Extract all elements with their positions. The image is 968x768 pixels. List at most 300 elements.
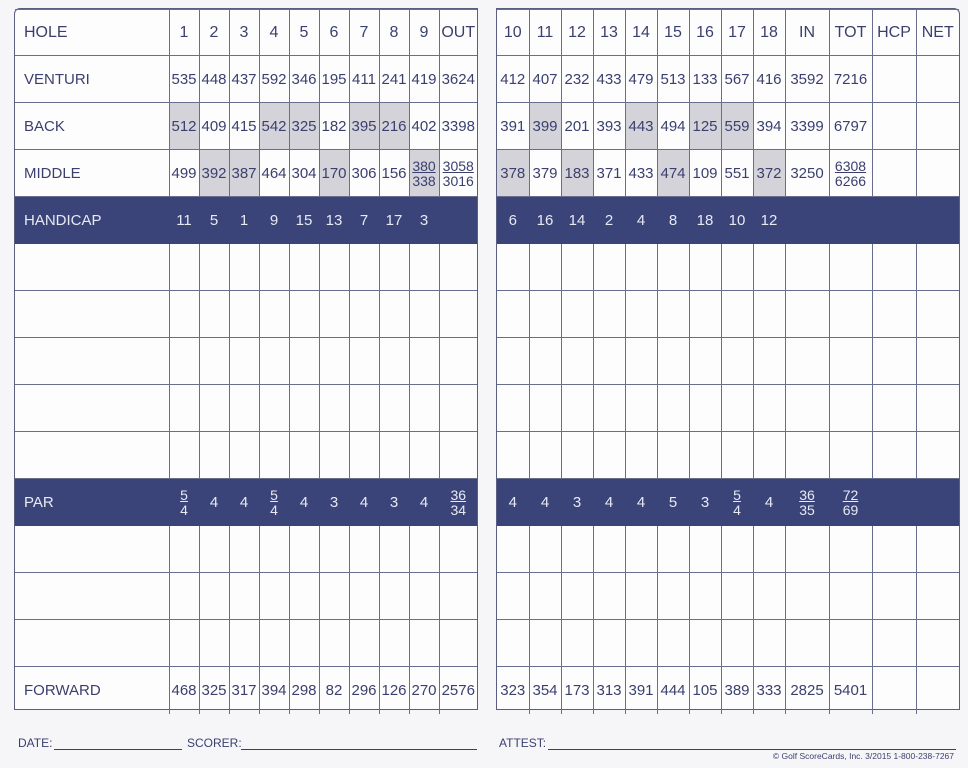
score-cell[interactable]	[753, 385, 785, 432]
row-label: HANDICAP	[15, 197, 169, 244]
score-cell[interactable]	[872, 56, 916, 103]
score-cell[interactable]	[785, 620, 829, 667]
score-cell[interactable]	[753, 338, 785, 385]
value-cell: 2	[593, 197, 625, 244]
score-cell[interactable]	[916, 385, 959, 432]
score-cell[interactable]	[872, 573, 916, 620]
copyright-text: © Golf ScoreCards, Inc. 3/2015 1-800-238-7267	[772, 751, 954, 761]
value-cell: 241	[379, 56, 409, 103]
score-cell[interactable]	[625, 620, 657, 667]
score-cell[interactable]	[409, 620, 439, 667]
score-cell[interactable]	[229, 291, 259, 338]
value-cell: 15	[289, 197, 319, 244]
score-cell[interactable]	[916, 432, 959, 479]
value-cell	[785, 479, 829, 526]
score-cell[interactable]	[657, 338, 689, 385]
score-cell[interactable]	[916, 620, 959, 667]
score-cell[interactable]	[872, 291, 916, 338]
value-cell: 156	[379, 150, 409, 197]
score-cell[interactable]	[289, 244, 319, 291]
score-cell[interactable]	[561, 573, 593, 620]
score-cell[interactable]	[259, 620, 289, 667]
score-cell[interactable]	[916, 56, 959, 103]
score-cell[interactable]	[721, 385, 753, 432]
score-cell[interactable]	[409, 291, 439, 338]
value-cell: 464	[259, 150, 289, 197]
value-cell: 125	[689, 103, 721, 150]
score-cell[interactable]	[229, 620, 259, 667]
score-cell[interactable]	[229, 526, 259, 573]
score-cell[interactable]	[593, 432, 625, 479]
value-cell: 3398	[439, 103, 477, 150]
score-entry-row	[15, 620, 477, 667]
value-cell	[916, 197, 959, 244]
score-cell[interactable]	[379, 432, 409, 479]
score-cell[interactable]	[753, 620, 785, 667]
score-cell[interactable]	[439, 338, 477, 385]
value-cell: 4	[409, 479, 439, 526]
score-cell[interactable]	[785, 432, 829, 479]
value-cell: 394	[259, 667, 289, 714]
score-cell[interactable]	[657, 432, 689, 479]
score-cell[interactable]	[169, 526, 199, 573]
value-cell: 3	[409, 197, 439, 244]
fraction-top: 3058	[442, 157, 474, 174]
score-cell[interactable]	[872, 432, 916, 479]
score-cell[interactable]	[689, 526, 721, 573]
score-cell[interactable]	[785, 526, 829, 573]
hole-number: 14	[625, 10, 657, 56]
fraction-top: 72	[842, 486, 859, 503]
score-cell[interactable]	[169, 620, 199, 667]
player-name-cell[interactable]	[15, 620, 169, 667]
hole-number: 15	[657, 10, 689, 56]
fraction-bottom: 35	[799, 501, 815, 518]
score-cell[interactable]	[169, 432, 199, 479]
value-cell: 298	[289, 667, 319, 714]
score-cell[interactable]	[721, 244, 753, 291]
venturi-row	[15, 56, 477, 103]
score-entry-row	[497, 244, 959, 291]
score-cell[interactable]	[409, 526, 439, 573]
score-cell[interactable]	[829, 291, 872, 338]
score-cell[interactable]	[689, 385, 721, 432]
fraction-bottom: 34	[450, 501, 467, 518]
hole-number: 6	[319, 10, 349, 56]
score-cell[interactable]	[409, 385, 439, 432]
fraction-value	[412, 159, 435, 189]
score-cell[interactable]	[439, 620, 477, 667]
score-cell[interactable]	[593, 338, 625, 385]
score-cell[interactable]	[349, 291, 379, 338]
score-cell[interactable]	[199, 338, 229, 385]
player-name-cell[interactable]	[15, 291, 169, 338]
value-cell	[439, 479, 477, 526]
value-cell: 444	[657, 667, 689, 714]
score-cell[interactable]	[916, 573, 959, 620]
score-cell[interactable]	[829, 573, 872, 620]
score-cell[interactable]	[529, 526, 561, 573]
score-cell[interactable]	[872, 103, 916, 150]
score-cell[interactable]	[872, 244, 916, 291]
score-cell[interactable]	[829, 244, 872, 291]
score-cell[interactable]	[529, 338, 561, 385]
score-cell[interactable]	[753, 432, 785, 479]
score-cell[interactable]	[199, 244, 229, 291]
score-cell[interactable]	[379, 526, 409, 573]
score-cell[interactable]	[561, 338, 593, 385]
value-cell	[785, 197, 829, 244]
score-cell[interactable]	[657, 291, 689, 338]
score-cell[interactable]	[689, 432, 721, 479]
score-cell[interactable]	[229, 385, 259, 432]
value-cell	[259, 479, 289, 526]
value-cell: 3250	[785, 150, 829, 197]
score-cell[interactable]	[529, 432, 561, 479]
score-cell[interactable]	[409, 338, 439, 385]
value-cell: 126	[379, 667, 409, 714]
score-cell[interactable]	[829, 620, 872, 667]
player-name-cell[interactable]	[15, 338, 169, 385]
value-cell: 419	[409, 56, 439, 103]
hole-number: 2	[199, 10, 229, 56]
fraction-bottom: 4	[180, 501, 188, 518]
score-cell[interactable]	[785, 385, 829, 432]
hole-number: 10	[497, 10, 529, 56]
score-cell[interactable]	[916, 244, 959, 291]
fraction-top: 6308	[834, 157, 867, 174]
score-cell[interactable]	[785, 573, 829, 620]
score-cell[interactable]	[916, 291, 959, 338]
score-cell[interactable]	[439, 385, 477, 432]
score-cell[interactable]	[593, 573, 625, 620]
score-cell[interactable]	[529, 573, 561, 620]
value-cell: 379	[529, 150, 561, 197]
score-cell[interactable]	[593, 244, 625, 291]
score-cell[interactable]	[593, 385, 625, 432]
score-cell[interactable]	[439, 573, 477, 620]
score-cell[interactable]	[379, 385, 409, 432]
front-nine-panel	[14, 8, 478, 710]
score-cell[interactable]	[259, 432, 289, 479]
score-cell[interactable]	[319, 573, 349, 620]
score-cell[interactable]	[229, 573, 259, 620]
score-cell[interactable]	[872, 620, 916, 667]
front-nine-table	[15, 9, 477, 714]
score-cell[interactable]	[199, 620, 229, 667]
score-cell[interactable]	[349, 385, 379, 432]
attest-field[interactable]	[548, 749, 956, 750]
header-row	[497, 10, 959, 56]
score-cell[interactable]	[529, 385, 561, 432]
score-cell[interactable]	[829, 385, 872, 432]
score-cell[interactable]	[349, 432, 379, 479]
score-cell[interactable]	[785, 291, 829, 338]
score-cell[interactable]	[289, 385, 319, 432]
player-name-cell[interactable]	[15, 573, 169, 620]
score-cell[interactable]	[289, 620, 319, 667]
value-cell: 4	[199, 479, 229, 526]
score-cell[interactable]	[497, 338, 529, 385]
score-cell[interactable]	[625, 432, 657, 479]
score-cell[interactable]	[561, 526, 593, 573]
score-cell[interactable]	[199, 526, 229, 573]
score-cell[interactable]	[916, 667, 959, 714]
score-cell[interactable]	[289, 526, 319, 573]
value-cell: 512	[169, 103, 199, 150]
value-cell	[829, 479, 872, 526]
score-cell[interactable]	[657, 385, 689, 432]
value-cell: 443	[625, 103, 657, 150]
row-label: PAR	[15, 479, 169, 526]
score-entry-row	[15, 338, 477, 385]
hole-number: 13	[593, 10, 625, 56]
fraction-top: 36	[450, 486, 467, 503]
score-cell[interactable]	[625, 291, 657, 338]
score-cell[interactable]	[721, 338, 753, 385]
value-cell: 393	[593, 103, 625, 150]
score-cell[interactable]	[497, 385, 529, 432]
score-cell[interactable]	[289, 291, 319, 338]
forward-row	[15, 667, 477, 714]
score-cell[interactable]	[872, 150, 916, 197]
score-cell[interactable]	[497, 526, 529, 573]
score-cell[interactable]	[497, 432, 529, 479]
score-cell[interactable]	[497, 620, 529, 667]
score-cell[interactable]	[379, 244, 409, 291]
fraction-value	[799, 488, 815, 518]
score-cell[interactable]	[829, 338, 872, 385]
score-cell[interactable]	[561, 244, 593, 291]
value-cell: 371	[593, 150, 625, 197]
score-cell[interactable]	[349, 573, 379, 620]
score-cell[interactable]	[916, 150, 959, 197]
fraction-top: 5	[733, 486, 741, 503]
value-cell: 325	[289, 103, 319, 150]
score-cell[interactable]	[199, 432, 229, 479]
score-cell[interactable]	[439, 432, 477, 479]
date-field[interactable]	[54, 749, 182, 750]
score-cell[interactable]	[319, 620, 349, 667]
score-cell[interactable]	[625, 526, 657, 573]
score-cell[interactable]	[753, 526, 785, 573]
hole-number: 7	[349, 10, 379, 56]
score-cell[interactable]	[872, 667, 916, 714]
score-cell[interactable]	[689, 620, 721, 667]
score-cell[interactable]	[561, 291, 593, 338]
score-cell[interactable]	[753, 573, 785, 620]
score-cell[interactable]	[916, 526, 959, 573]
score-cell[interactable]	[169, 291, 199, 338]
score-cell[interactable]	[657, 244, 689, 291]
score-cell[interactable]	[721, 291, 753, 338]
value-cell: 183	[561, 150, 593, 197]
score-cell[interactable]	[785, 244, 829, 291]
score-cell[interactable]	[721, 620, 753, 667]
score-cell[interactable]	[259, 385, 289, 432]
score-cell[interactable]	[561, 620, 593, 667]
score-cell[interactable]	[872, 385, 916, 432]
value-cell: 468	[169, 667, 199, 714]
score-cell[interactable]	[259, 573, 289, 620]
score-cell[interactable]	[625, 573, 657, 620]
score-entry-row	[497, 338, 959, 385]
score-cell[interactable]	[439, 244, 477, 291]
score-cell[interactable]	[379, 338, 409, 385]
hole-number: 4	[259, 10, 289, 56]
score-cell[interactable]	[289, 573, 319, 620]
scorer-field[interactable]	[241, 749, 477, 750]
score-cell[interactable]	[259, 338, 289, 385]
player-name-cell[interactable]	[15, 385, 169, 432]
score-cell[interactable]	[409, 244, 439, 291]
score-cell[interactable]	[657, 620, 689, 667]
score-cell[interactable]	[379, 620, 409, 667]
value-cell: 4	[349, 479, 379, 526]
score-cell[interactable]	[689, 244, 721, 291]
score-cell[interactable]	[689, 291, 721, 338]
score-cell[interactable]	[753, 291, 785, 338]
score-cell[interactable]	[409, 432, 439, 479]
score-cell[interactable]	[169, 573, 199, 620]
score-cell[interactable]	[319, 432, 349, 479]
score-cell[interactable]	[593, 620, 625, 667]
score-cell[interactable]	[259, 244, 289, 291]
score-cell[interactable]	[289, 338, 319, 385]
value-cell: 3	[561, 479, 593, 526]
score-cell[interactable]	[561, 385, 593, 432]
score-cell[interactable]	[657, 573, 689, 620]
score-cell[interactable]	[439, 526, 477, 573]
score-cell[interactable]	[259, 526, 289, 573]
value-cell: 2576	[439, 667, 477, 714]
score-cell[interactable]	[625, 244, 657, 291]
value-cell: 378	[497, 150, 529, 197]
value-cell: 5401	[829, 667, 872, 714]
value-cell: 499	[169, 150, 199, 197]
value-cell: 4	[289, 479, 319, 526]
score-cell[interactable]	[319, 338, 349, 385]
score-cell[interactable]	[349, 244, 379, 291]
score-cell[interactable]	[379, 291, 409, 338]
score-cell[interactable]	[916, 338, 959, 385]
player-name-cell[interactable]	[15, 432, 169, 479]
score-cell[interactable]	[259, 291, 289, 338]
score-entry-row	[15, 291, 477, 338]
score-cell[interactable]	[169, 338, 199, 385]
score-cell[interactable]	[657, 526, 689, 573]
score-cell[interactable]	[785, 338, 829, 385]
value-cell: 3592	[785, 56, 829, 103]
score-cell[interactable]	[529, 620, 561, 667]
value-cell: 513	[657, 56, 689, 103]
score-cell[interactable]	[529, 291, 561, 338]
score-cell[interactable]	[289, 432, 319, 479]
hole-number: 3	[229, 10, 259, 56]
score-cell[interactable]	[753, 244, 785, 291]
score-cell[interactable]	[319, 385, 349, 432]
score-cell[interactable]	[497, 573, 529, 620]
value-cell: 494	[657, 103, 689, 150]
value-cell: 216	[379, 103, 409, 150]
score-cell[interactable]	[439, 291, 477, 338]
score-cell[interactable]	[829, 526, 872, 573]
score-cell[interactable]	[625, 338, 657, 385]
score-cell[interactable]	[349, 620, 379, 667]
score-cell[interactable]	[199, 385, 229, 432]
score-cell[interactable]	[319, 526, 349, 573]
middle-row	[15, 150, 477, 197]
score-cell[interactable]	[349, 338, 379, 385]
fraction-value	[270, 488, 278, 518]
score-cell[interactable]	[829, 432, 872, 479]
score-cell[interactable]	[689, 338, 721, 385]
score-cell[interactable]	[872, 526, 916, 573]
score-cell[interactable]	[229, 244, 259, 291]
value-cell: 6797	[829, 103, 872, 150]
score-cell[interactable]	[529, 244, 561, 291]
value-cell: 592	[259, 56, 289, 103]
score-cell[interactable]	[229, 432, 259, 479]
score-cell[interactable]	[593, 291, 625, 338]
score-cell[interactable]	[199, 291, 229, 338]
score-cell[interactable]	[916, 103, 959, 150]
value-cell: 296	[349, 667, 379, 714]
back-nine-panel	[496, 8, 960, 710]
score-cell[interactable]	[625, 385, 657, 432]
score-cell[interactable]	[689, 573, 721, 620]
score-cell[interactable]	[593, 526, 625, 573]
score-cell[interactable]	[497, 291, 529, 338]
value-cell: 195	[319, 56, 349, 103]
value-cell: 2825	[785, 667, 829, 714]
score-cell[interactable]	[169, 385, 199, 432]
score-cell[interactable]	[349, 526, 379, 573]
value-cell: 313	[593, 667, 625, 714]
value-cell: 4	[593, 479, 625, 526]
score-cell[interactable]	[721, 573, 753, 620]
value-cell: 16	[529, 197, 561, 244]
score-cell[interactable]	[721, 526, 753, 573]
hole-number: 12	[561, 10, 593, 56]
score-entry-row	[15, 573, 477, 620]
score-cell[interactable]	[872, 338, 916, 385]
score-cell[interactable]	[561, 432, 593, 479]
header-row	[15, 10, 477, 56]
value-cell: 433	[625, 150, 657, 197]
value-cell: 4	[625, 479, 657, 526]
value-cell: 105	[689, 667, 721, 714]
score-cell[interactable]	[229, 338, 259, 385]
value-cell: 17	[379, 197, 409, 244]
score-cell[interactable]	[319, 244, 349, 291]
handicap-row	[15, 197, 477, 244]
player-name-cell[interactable]	[15, 244, 169, 291]
score-cell[interactable]	[319, 291, 349, 338]
score-cell[interactable]	[379, 573, 409, 620]
score-cell[interactable]	[497, 244, 529, 291]
hole-number: HCP	[872, 10, 916, 56]
value-cell: 448	[199, 56, 229, 103]
score-cell[interactable]	[199, 573, 229, 620]
score-cell[interactable]	[721, 432, 753, 479]
player-name-cell[interactable]	[15, 526, 169, 573]
yardage-row	[497, 56, 959, 103]
scorer-label: SCORER:	[187, 736, 242, 750]
value-cell: 391	[625, 667, 657, 714]
score-cell[interactable]	[409, 573, 439, 620]
score-cell[interactable]	[169, 244, 199, 291]
